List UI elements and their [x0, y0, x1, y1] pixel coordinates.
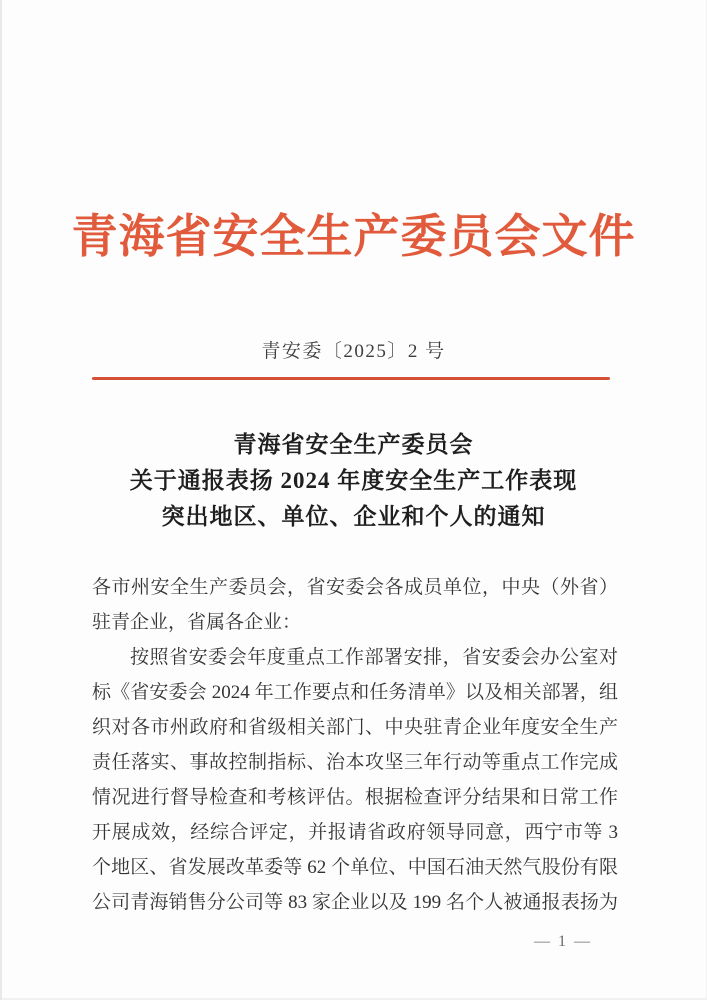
- notice-title-line-1: 青海省安全生产委员会: [233, 432, 474, 457]
- document-body: [92, 570, 618, 920]
- body-line: 情况进行督导检查和考核评估。根据检查评分结果和日常工作: [92, 787, 618, 808]
- body-line-salutation-1: 各市州安全生产委员会，省安委会各成员单位，中央（外省）: [92, 577, 618, 598]
- document-header-title: 青海省安全生产委员会文件: [71, 211, 636, 262]
- body-line-salutation-2: 驻青企业，省属各企业：: [92, 612, 302, 633]
- body-line: 责任落实、事故控制指标、治本攻坚三年行动等重点工作完成: [92, 752, 618, 773]
- page-number: — 1 —: [534, 933, 592, 950]
- body-line: 开展成效，经综合评定，并报请省政府领导同意，西宁市等 3: [92, 822, 618, 843]
- notice-title-line-3: 突出地区、单位、企业和个人的通知: [161, 504, 546, 529]
- body-line: 标《省安委会 2024 年工作要点和任务清单》以及相关部署，组: [92, 682, 618, 703]
- document-number: 青安委〔2025〕2 号: [261, 341, 446, 362]
- notice-title-line-2: 关于通报表扬 2024 年度安全生产工作表现: [129, 468, 578, 493]
- notice-title: [0, 427, 707, 535]
- body-line: 个地区、省发展改革委等 62 个单位、中国石油天然气股份有限: [92, 857, 618, 878]
- body-line-paragraph-start: 按照省安委会年度重点工作部署安排，省安委会办公室对: [130, 647, 618, 668]
- red-divider-rule: [92, 377, 610, 380]
- body-line: 织对各市州政府和省级相关部门、中央驻青企业年度安全生产: [92, 717, 618, 738]
- body-line: 公司青海销售分公司等 83 家企业以及 199 名个人被通报表扬为: [92, 892, 618, 913]
